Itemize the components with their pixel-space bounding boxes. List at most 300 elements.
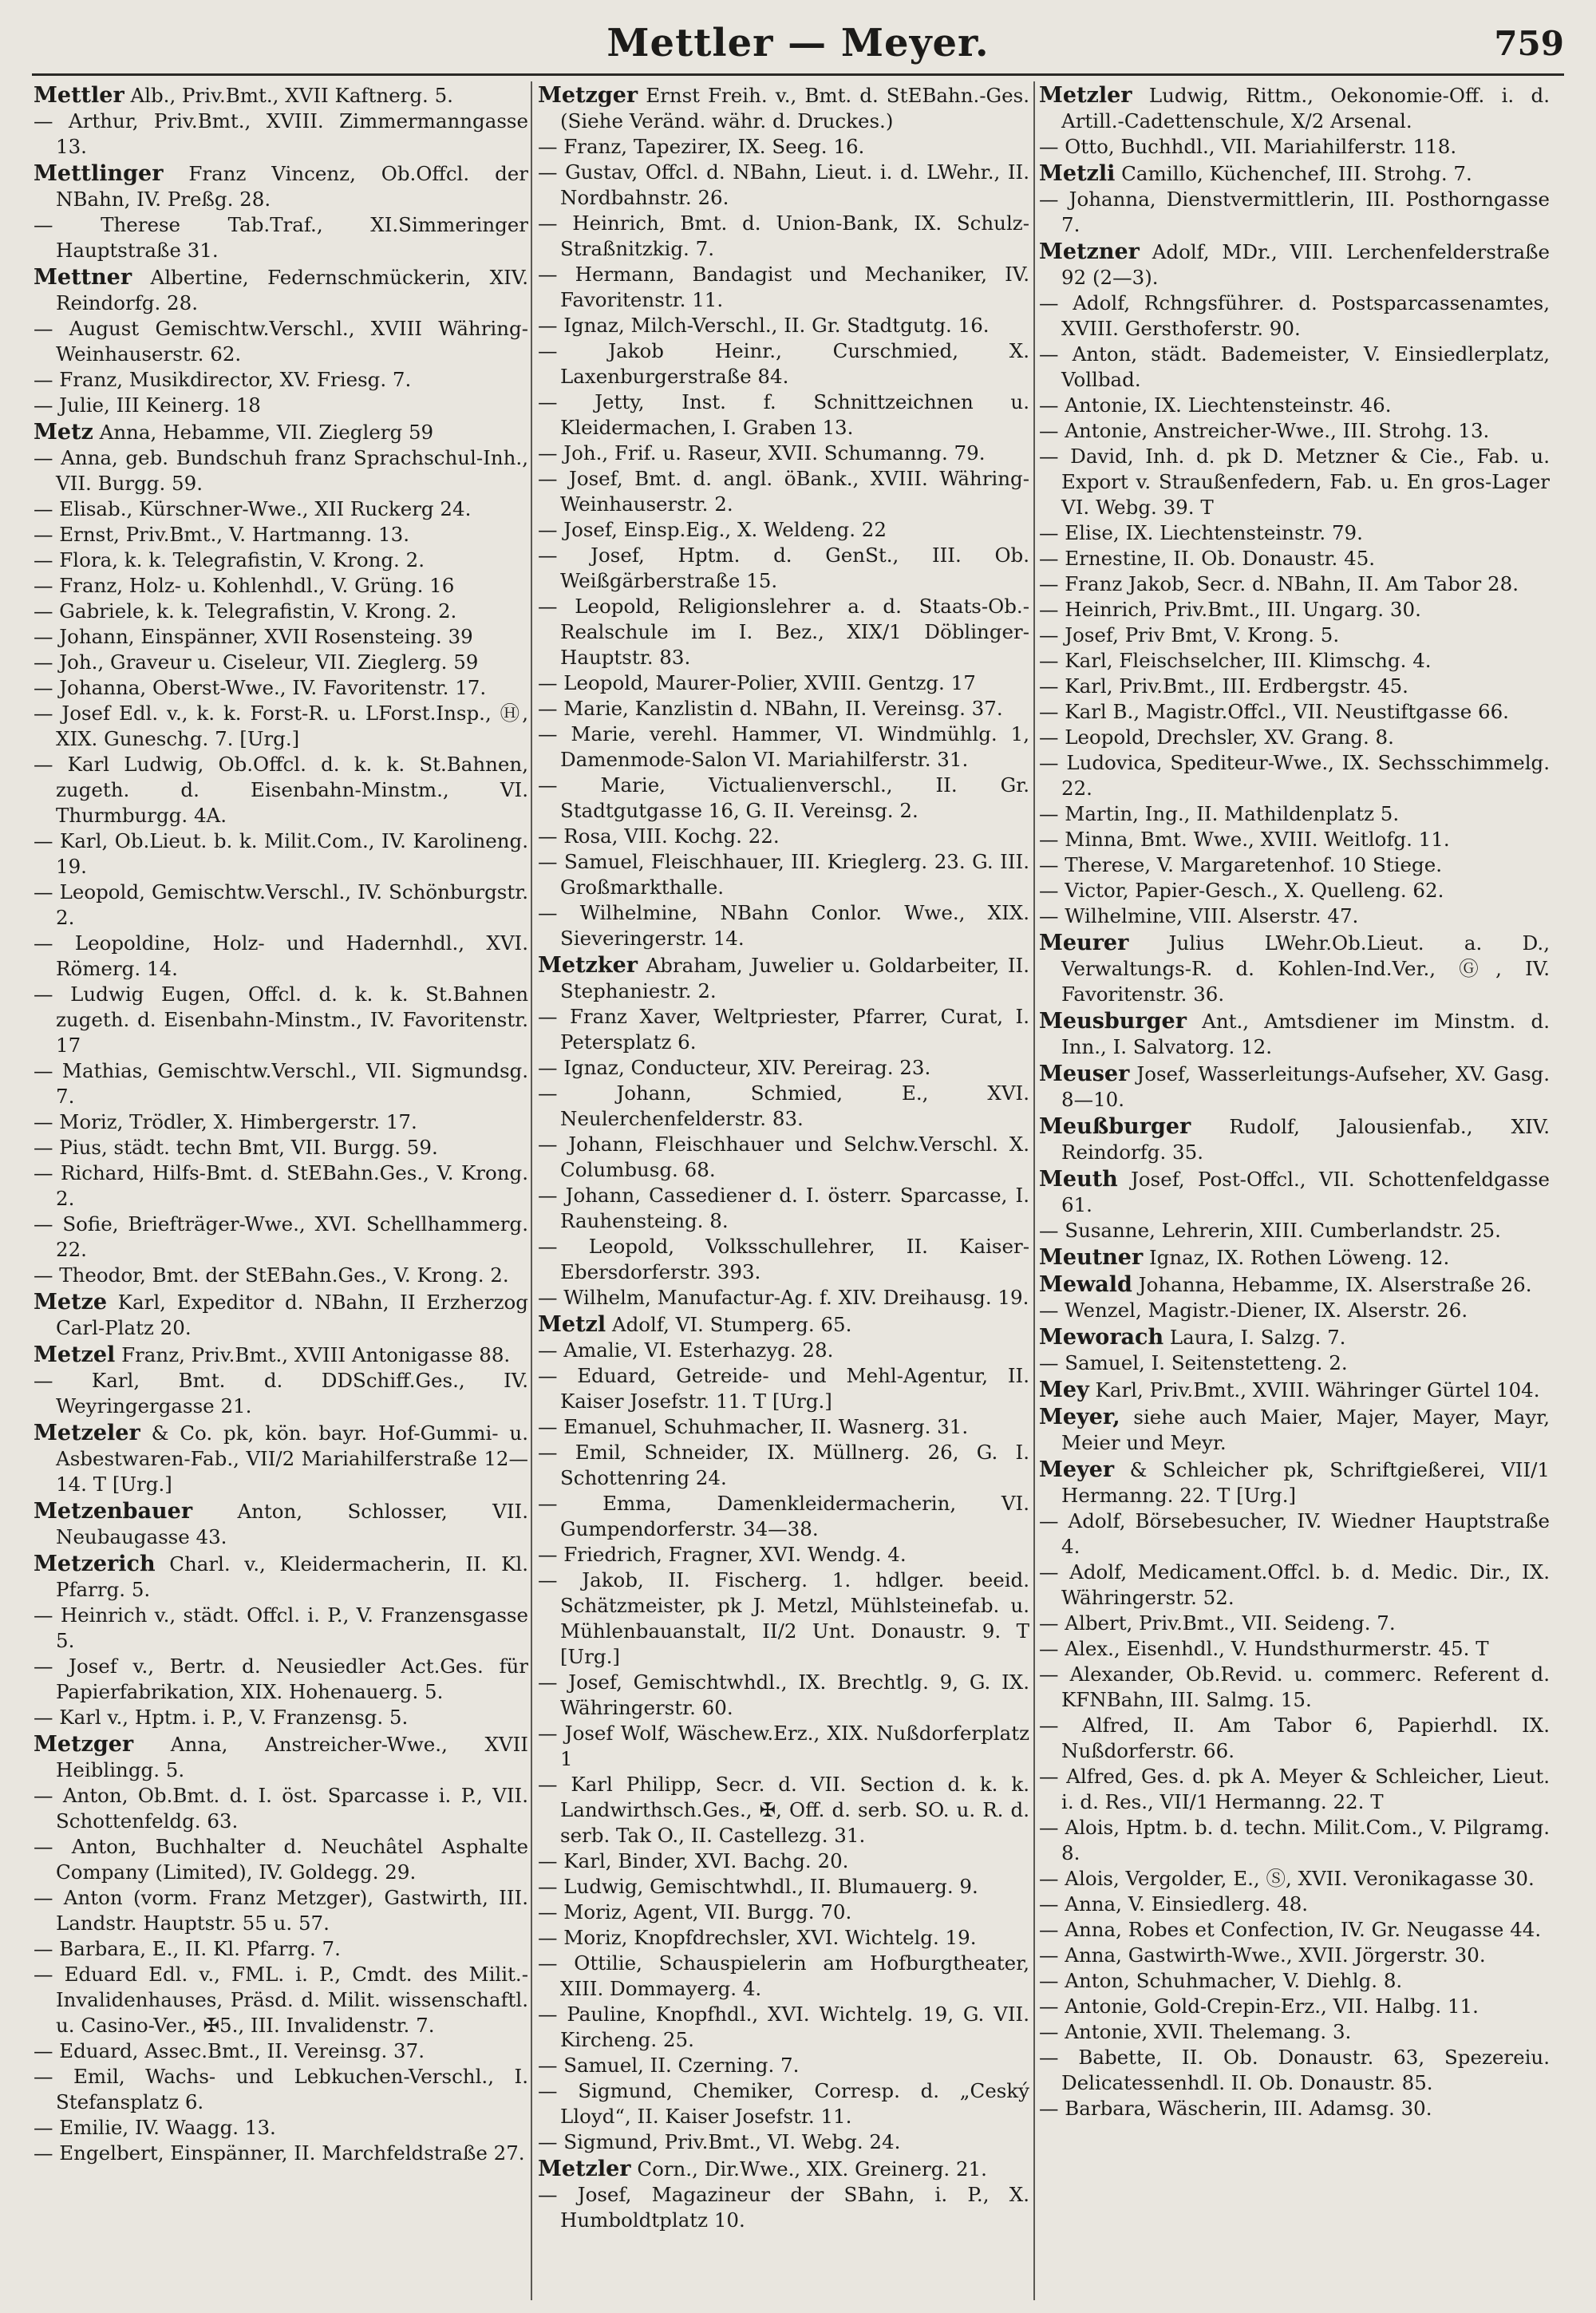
directory-entry <box>34 1962 528 2038</box>
directory-entry <box>1039 1636 1550 1662</box>
directory-entry <box>34 2064 528 2115</box>
entry-text: — Antonie, XVII. Thelemang. 3. <box>1039 2020 1352 2043</box>
directory-entry <box>538 160 1029 211</box>
entry-text: — Adolf, Börsebesucher, IV. Wiedner Hauptstraße 4. <box>1039 1509 1550 1558</box>
entry-text: Adolf, MDr., VIII. Lerchenfelderstraße 92 (2—3). <box>1061 240 1550 289</box>
directory-entry <box>1039 597 1550 623</box>
entry-text: — Arthur, Priv.Bmt., XVIII. Zimmermanngasse 13. <box>34 109 528 158</box>
directory-entry <box>34 2038 528 2064</box>
directory-entry <box>34 393 528 418</box>
entry-text: Anton, Schlosser, VII. Neubaugasse 43. <box>56 1500 528 1548</box>
entry-text: — Alfred, Ges. d. pk A. Meyer & Schleicher, Lieut. i. d. Res., VII/1 Hermanng. 22. T <box>1039 1765 1550 1813</box>
directory-entry <box>1039 1892 1550 1917</box>
entry-text: — Amalie, VI. Esterhazyg. 28. <box>538 1338 834 1362</box>
entry-text: — Albert, Priv.Bmt., VII. Seideng. 7. <box>1039 1611 1396 1635</box>
directory-entry <box>34 496 528 522</box>
directory-entry <box>34 522 528 548</box>
surname-headword: Metzker <box>538 953 638 978</box>
directory-entry <box>1039 2045 1550 2096</box>
directory-entry <box>34 1705 528 1730</box>
surname-headword: Meusburger <box>1039 1009 1187 1034</box>
directory-entry <box>34 109 528 160</box>
directory-entry <box>1039 878 1550 903</box>
entry-text: — Samuel, Fleischhauer, III. Krieglerg. 23. G. III. Großmarkthalle. <box>538 850 1029 899</box>
entry-text: — Karl v., Hptm. i. P., V. Franzensg. 5. <box>34 1706 409 1729</box>
surname-headword: Meuser <box>1039 1062 1130 1086</box>
directory-entry <box>1039 750 1550 801</box>
entry-text: — Rosa, VIII. Kochg. 22. <box>538 824 780 848</box>
entry-text: — Barbara, Wäscherin, III. Adamsg. 30. <box>1039 2097 1432 2120</box>
surname-headword: Metzger <box>34 1732 134 1757</box>
surname-headword: Meurer <box>1039 931 1129 955</box>
entry-text: Josef, Post-Offcl., VII. Schottenfeldgasse 61. <box>1061 1168 1550 1216</box>
entry-text: Laura, I. Salzg. 7. <box>1163 1326 1346 1349</box>
entry-text: — Flora, k. k. Telegrafistin, V. Krong. 2. <box>34 548 425 571</box>
entry-text: — Susanne, Lehrerin, XIII. Cumberlandstr. 25. <box>1039 1219 1501 1242</box>
directory-entry <box>538 338 1029 389</box>
entry-text: — Ottilie, Schauspielerin am Hofburgtheater, XIII. Dommayerg. 4. <box>538 1951 1029 2000</box>
entry-text: — Franz Xaver, Weltpriester, Pfarrer, Curat, I. Petersplatz 6. <box>538 1005 1029 1054</box>
entry-text: — Marie, Victualienverschl., II. Gr. Stadtgutgasse 16, G. II. Vereinsg. 2. <box>538 773 1029 822</box>
directory-entry <box>34 1058 528 1109</box>
entry-text: — Jakob, II. Fischerg. 1. hdlger. beeid. Schätzmeister, pk J. Metzl, Mühlsteinefab. u. Mühlenbauanstalt, II/2 Unt. Donaustr. 9. T [Urg.] <box>538 1568 1029 1668</box>
entry-text: — Anna, Robes et Confection, IV. Gr. Neugasse 44. <box>1039 1918 1542 1941</box>
surname-headword: Metzerich <box>34 1552 156 1576</box>
directory-entry <box>34 701 528 752</box>
entry-text: — Josef, Magazineur der SBahn, i. P., X. Humboldtplatz 10. <box>538 2183 1029 2232</box>
directory-entry <box>1039 134 1550 160</box>
entry-text: — Franz, Tapezirer, IX. Seeg. 16. <box>538 135 865 158</box>
directory-entry <box>34 1783 528 1834</box>
directory-entry <box>34 982 528 1058</box>
entry-text: — Elisab., Kürschner-Wwe., XII Ruckerg 24. <box>34 497 472 520</box>
directory-entry <box>34 624 528 650</box>
entry-text: — Alois, Hptm. b. d. techn. Milit.Com., V. Pilgramg. 8. <box>1039 1816 1550 1864</box>
surname-headword: Metze <box>34 1290 108 1315</box>
entry-text: — Franz, Holz- u. Kohlenhdl., V. Grüng. 16 <box>34 574 455 597</box>
directory-entry <box>1039 1662 1550 1713</box>
entry-text: — Alois, Vergolder, E., Ⓢ, XVII. Veronikagasse 30. <box>1039 1867 1535 1890</box>
directory-entry <box>1039 161 1550 187</box>
directory-entry <box>1039 1713 1550 1764</box>
entry-text: & Co. pk, kön. bayr. Hof-Gummi- u. Asbestwaren-Fab., VII/2 Mariahilferstraße 12—14. T [Urg.] <box>56 1421 528 1496</box>
entry-text: — Johann, Fleischhauer und Selchw.Verschl. X. Columbusg. 68. <box>538 1133 1029 1181</box>
entry-text: — Alex., Eisenhdl., V. Hundsthurmerstr. 45. T <box>1039 1637 1489 1660</box>
entry-text: — Barbara, E., II. Kl. Pfarrg. 7. <box>34 1937 341 1960</box>
entry-text: Anna, Anstreicher-Wwe., XVII Heiblingg. 5. <box>56 1733 528 1781</box>
directory-entry <box>1039 571 1550 597</box>
entry-text: Corn., Dir.Wwe., XIX. Greinerg. 21. <box>630 2157 987 2181</box>
entry-text: — Ludwig, Gemischtwhdl., II. Blumauerg. 9. <box>538 1875 978 1898</box>
entry-text: & Schleicher pk, Schriftgießerei, VII/1 Hermanng. 22. T [Urg.] <box>1061 1458 1550 1507</box>
entry-text: — Alexander, Ob.Revid. u. commerc. Referent d. KFNBahn, III. Salmg. 15. <box>1039 1663 1550 1711</box>
directory-entry <box>1039 342 1550 393</box>
directory-entry <box>34 1552 528 1603</box>
entry-text: — Therese, V. Margaretenhof. 10 Stiege. <box>1039 853 1442 876</box>
entry-text: — Gabriele, k. k. Telegrafistin, V. Krong. 2. <box>34 599 457 623</box>
entry-text: — Karl B., Magistr.Offcl., VII. Neustiftgasse 66. <box>1039 700 1509 723</box>
directory-entry <box>1039 2096 1550 2121</box>
entry-text: — Anton (vorm. Franz Metzger), Gastwirth, III. Landstr. Hauptstr. 55 u. 57. <box>34 1886 528 1935</box>
entry-text: — Heinrich, Priv.Bmt., III. Ungarg. 30. <box>1039 598 1421 621</box>
directory-entry <box>538 773 1029 824</box>
entry-text: Ignaz, IX. Rothen Löweng. 12. <box>1143 1246 1450 1269</box>
entry-text: — Jetty, Inst. f. Schnittzeichnen u. Kleidermachen, I. Graben 13. <box>538 390 1029 439</box>
entry-text: — Richard, Hilfs-Bmt. d. StEBahn.Ges., V. Krong. 2. <box>34 1161 528 1210</box>
directory-entry <box>34 1212 528 1263</box>
column-middle <box>538 81 1029 2300</box>
directory-entry <box>1039 1560 1550 1611</box>
entry-text: — Johanna, Dienstvermittlerin, III. Posthorngasse 7. <box>1039 188 1550 236</box>
directory-entry <box>538 1414 1029 1440</box>
entry-text: — Therese Tab.Traf., XI.Simmeringer Hauptstraße 31. <box>34 213 528 262</box>
directory-entry <box>1039 1508 1550 1560</box>
directory-entry <box>34 573 528 599</box>
directory-entry <box>538 389 1029 441</box>
directory-entry <box>1039 520 1550 546</box>
entry-text: — Gustav, Offcl. d. NBahn, Lieut. i. d. LWehr., II. Nordbahnstr. 26. <box>538 160 1029 209</box>
entry-text: — David, Inh. d. pk D. Metzner & Cie., Fab. u. Export v. Straußenfedern, Fab. u. En gros-Lager VI. Webg. 39. T <box>1039 445 1550 519</box>
directory-entry <box>538 1568 1029 1670</box>
entry-text: — Karl, Binder, XVI. Bachg. 20. <box>538 1849 849 1872</box>
directory-entry <box>34 1160 528 1212</box>
entry-text: — Franz, Musikdirector, XV. Friesg. 7. <box>34 368 412 391</box>
entry-text: — August Gemischtw.Verschl., XVIII Währing-Weinhauserstr. 62. <box>34 317 528 366</box>
entry-text: Charl. v., Kleidermacherin, II. Kl. Pfarrg. 5. <box>56 1552 528 1601</box>
entry-text: — Karl Philipp, Secr. d. VII. Section d. k. k. Landwirthsch.Ges., ✠, Off. d. serb. SO. u. R. d. serb. Tak O., II. Castellezg. 31. <box>538 1773 1029 1847</box>
directory-entry <box>34 161 528 212</box>
directory-entry <box>1039 1968 1550 1994</box>
directory-entry <box>1039 623 1550 648</box>
directory-entry <box>538 517 1029 543</box>
entry-text: Franz, Priv.Bmt., XVIII Antonigasse 88. <box>115 1343 511 1366</box>
directory-entry <box>34 599 528 624</box>
entry-text: — Jakob Heinr., Curschmied, X. Laxenburgerstraße 84. <box>538 339 1029 388</box>
directory-entry <box>1039 1009 1550 1060</box>
directory-entry <box>538 1925 1029 1951</box>
surname-headword: Meutner <box>1039 1245 1144 1270</box>
entry-text: — Wilhelmine, VIII. Alserstr. 47. <box>1039 904 1359 927</box>
entry-text: — Heinrich v., städt. Offcl. i. P., V. Franzensgasse 5. <box>34 1603 528 1652</box>
directory-entry <box>538 1004 1029 1055</box>
directory-entry <box>538 2078 1029 2129</box>
directory-entry <box>538 900 1029 951</box>
directory-entry <box>34 1732 528 1783</box>
directory-entry <box>538 1234 1029 1285</box>
directory-entry <box>1039 1994 1550 2019</box>
entry-text: Ernst Freih. v., Bmt. d. StEBahn.-Ges. (Siehe Veränd. währ. d. Druckes.) <box>560 84 1029 132</box>
entry-text: — Adolf, Rchngsführer. d. Postsparcassenamtes, XVIII. Gersthoferstr. 90. <box>1039 291 1550 340</box>
entry-text: — Emanuel, Schuhmacher, II. Wasnerg. 31. <box>538 1415 969 1438</box>
directory-entry <box>34 316 528 367</box>
directory-entry <box>538 1900 1029 1925</box>
entry-text: — Mathias, Gemischtw.Verschl., VII. Sigmundsg. 7. <box>34 1059 528 1108</box>
entry-text: — Marie, Kanzlistin d. NBahn, II. Vereinsg. 37. <box>538 697 1003 720</box>
surname-headword: Metzger <box>538 83 638 108</box>
directory-entry <box>538 441 1029 466</box>
directory-entry <box>1039 1378 1550 1403</box>
directory-entry <box>34 1936 528 1962</box>
directory-entry <box>538 1440 1029 1491</box>
entry-text: — Wenzel, Magistr.-Diener, IX. Alserstr. 26. <box>1039 1299 1468 1322</box>
directory-entry <box>538 1542 1029 1568</box>
directory-entry <box>538 953 1029 1004</box>
surname-headword: Mey <box>1039 1378 1089 1402</box>
entry-text: — Josef, Einsp.Eig., X. Weldeng. 22 <box>538 518 887 541</box>
directory-entry <box>1039 546 1550 571</box>
entry-text: — Leopold, Volksschullehrer, II. Kaiser-Ebersdorferstr. 393. <box>538 1235 1029 1283</box>
entry-text: Karl, Priv.Bmt., XVIII. Währinger Gürtel 104. <box>1088 1378 1540 1402</box>
surname-headword: Metzler <box>1039 83 1132 108</box>
entry-text: — Joh., Frif. u. Raseur, XVII. Schumanng. 79. <box>538 441 986 465</box>
directory-entry <box>538 1951 1029 2002</box>
directory-entry <box>34 752 528 828</box>
entry-text: — Johann, Cassediener d. I. österr. Sparcasse, I. Rauhensteing. 8. <box>538 1184 1029 1232</box>
directory-entry <box>34 1421 528 1497</box>
entry-text: — Moriz, Knopfdrechsler, XVI. Wichtelg. 19. <box>538 1926 977 1949</box>
entry-text: — Emilie, IV. Waagg. 13. <box>34 2116 276 2139</box>
column-right <box>1039 81 1550 2300</box>
entry-text: — Anna, Gastwirth-Wwe., XVII. Jörgerstr. 30. <box>1039 1943 1486 1967</box>
entry-text: — Josef, Priv Bmt, V. Krong. 5. <box>1039 623 1340 646</box>
surname-headword: Metzeler <box>34 1421 140 1445</box>
directory-entry <box>1039 1167 1550 1218</box>
entry-text: — Minna, Bmt. Wwe., XVIII. Weitlofg. 11. <box>1039 828 1450 851</box>
entry-text: — Eduard Edl. v., FML. i. P., Cmdt. des Milit.-Invalidenhauses, Präsd. d. Milit. wissenschaftl. u. Casino-Ver., ✠5., III. Invalidenstr. 7. <box>34 1963 528 2037</box>
directory-entry <box>1039 1298 1550 1323</box>
entry-text: — Antonie, Gold-Crepin-Erz., VII. Halbg. 11. <box>1039 1995 1479 2018</box>
directory-entry <box>538 1081 1029 1132</box>
directory-entry <box>538 1772 1029 1848</box>
entry-text: — Friedrich, Fragner, XVI. Wendg. 4. <box>538 1543 907 1566</box>
entry-text: — Anna, V. Einsiedlerg. 48. <box>1039 1892 1309 1916</box>
directory-entry <box>1039 1457 1550 1508</box>
column-left <box>34 81 528 2300</box>
directory-entry <box>1039 699 1550 725</box>
directory-entry <box>34 675 528 701</box>
directory-entry <box>1039 2019 1550 2045</box>
directory-entry <box>34 1834 528 1885</box>
directory-entry <box>1039 1062 1550 1113</box>
entry-text: — Theodor, Bmt. der StEBahn.Ges., V. Krong. 2. <box>34 1263 509 1287</box>
surname-headword: Metz <box>34 420 93 445</box>
entry-text: — Eduard, Assec.Bmt., II. Vereinsg. 37. <box>34 2039 425 2062</box>
entry-text: — Franz Jakob, Secr. d. NBahn, II. Am Tabor 28. <box>1039 572 1519 595</box>
entry-text: — Josef, Gemischtwhdl., IX. Brechtlg. 9, G. IX. Währingerstr. 60. <box>538 1670 1029 1719</box>
directory-entry <box>34 1885 528 1936</box>
entry-text: — Anton, Ob.Bmt. d. I. öst. Sparcasse i. P., VII. Schottenfeldg. 63. <box>34 1784 528 1833</box>
directory-entry <box>34 83 528 109</box>
directory-entry <box>538 1132 1029 1183</box>
entry-text: — Ernst, Priv.Bmt., V. Hartmanng. 13. <box>34 523 409 546</box>
directory-entry <box>538 1363 1029 1414</box>
directory-entry <box>1039 903 1550 929</box>
directory-entry <box>538 313 1029 338</box>
entry-text: — Ignaz, Conducteur, XIV. Pereirag. 23. <box>538 1056 931 1079</box>
directory-entry <box>1039 648 1550 674</box>
directory-entry <box>34 1135 528 1160</box>
column-divider <box>1033 81 1035 2300</box>
entry-text: Anna, Hebamme, VII. Zieglerg 59 <box>93 421 434 444</box>
entry-text: — Johann, Einspänner, XVII Rosensteing. 39 <box>34 625 473 648</box>
entry-text: Alb., Priv.Bmt., XVII Kaftnerg. 5. <box>124 84 453 107</box>
directory-entry <box>1039 1114 1550 1165</box>
entry-text: — Sofie, Briefträger-Wwe., XVI. Schellhammerg. 22. <box>34 1212 528 1261</box>
entry-text: — Hermann, Bandagist und Mechaniker, IV. Favoritenstr. 11. <box>538 263 1029 311</box>
surname-headword: Mettler <box>34 83 124 108</box>
entry-text: — Anton, Buchhalter d. Neuchâtel Asphalte Company (Limited), IV. Goldegg. 29. <box>34 1835 528 1884</box>
entry-text: — Heinrich, Bmt. d. Union-Bank, IX. Schulz-Straßnitzkig. 7. <box>538 212 1029 260</box>
entry-text: — Josef, Bmt. d. angl. öBank., XVIII. Währing-Weinhauserstr. 2. <box>538 467 1029 516</box>
surname-headword: Mettlinger <box>34 161 164 186</box>
directory-entry <box>538 1721 1029 1772</box>
directory-entry <box>538 1183 1029 1234</box>
entry-text: Franz Vincenz, Ob.Offcl. der NBahn, IV. Preßg. 28. <box>56 162 528 211</box>
directory-entry <box>34 2115 528 2141</box>
entry-text: Josef, Wasserleitungs-Aufseher, XV. Gasg. 8—10. <box>1061 1062 1550 1111</box>
directory-entry <box>538 594 1029 670</box>
directory-entry <box>1039 1917 1550 1943</box>
entry-text: — Sigmund, Chemiker, Corresp. d. „Ceský Lloyd“, II. Kaiser Josefstr. 11. <box>538 2079 1029 2128</box>
entry-text: Albertine, Federnschmückerin, XIV. Reindorfg. 28. <box>56 266 528 314</box>
directory-entry <box>538 1285 1029 1311</box>
surname-headword: Meworach <box>1039 1325 1164 1350</box>
entry-text: — Josef Wolf, Wäschew.Erz., XIX. Nußdorferplatz 1 <box>538 1722 1029 1770</box>
directory-entry <box>34 1654 528 1705</box>
directory-entry <box>34 265 528 316</box>
directory-entry <box>538 2053 1029 2078</box>
entry-text: — Ernestine, II. Ob. Donaustr. 45. <box>1039 547 1376 570</box>
entry-text: — Josef, Hptm. d. GenSt., III. Ob. Weißgärberstraße 15. <box>538 544 1029 592</box>
entry-text: — Karl, Fleischselcher, III. Klimschg. 4. <box>1039 649 1432 672</box>
directory-entry <box>34 1109 528 1135</box>
directory-entry <box>34 931 528 982</box>
entry-text: — Eduard, Getreide- und Mehl-Agentur, II. Kaiser Josefstr. 11. T [Urg.] <box>538 1364 1029 1413</box>
directory-entry <box>1039 1272 1550 1298</box>
entry-text: — Anton, Schuhmacher, V. Diehlg. 8. <box>1039 1969 1403 1992</box>
directory-entry <box>538 2157 1029 2182</box>
entry-text: siehe auch Maier, Majer, Mayer, Mayr, Meier und Meyr. <box>1061 1406 1550 1454</box>
directory-entry <box>1039 931 1550 1007</box>
surname-headword: Metzli <box>1039 161 1116 186</box>
entry-text: Rudolf, Jalousienfab., XIV. Reindorfg. 35. <box>1061 1115 1550 1164</box>
entry-text: — Ludovica, Spediteur-Wwe., IX. Sechsschimmelg. 22. <box>1039 751 1550 800</box>
entry-text: Adolf, VI. Stumperg. 65. <box>606 1313 852 1336</box>
directory-entry <box>538 83 1029 134</box>
entry-text: — Ignaz, Milch-Verschl., II. Gr. Stadtgutg. 16. <box>538 314 990 337</box>
entry-text: — Leopold, Drechsler, XV. Grang. 8. <box>1039 726 1394 749</box>
entry-text: Karl, Expeditor d. NBahn, II Erzherzog Carl-Platz 20. <box>56 1291 528 1339</box>
surname-headword: Metzner <box>1039 239 1140 264</box>
entry-text: — Moriz, Agent, VII. Burgg. 70. <box>538 1900 852 1924</box>
entry-text: Ant., Amtsdiener im Minstm. d. Inn., I. Salvatorg. 12. <box>1061 1010 1550 1058</box>
entry-text: — Sigmund, Priv.Bmt., VI. Webg. 24. <box>538 2130 901 2153</box>
directory-entry <box>538 1055 1029 1081</box>
entry-text: Camillo, Küchenchef, III. Strohg. 7. <box>1115 162 1472 185</box>
directory-entry <box>1039 1245 1550 1271</box>
directory-entry <box>34 880 528 931</box>
directory-entry <box>34 445 528 496</box>
entry-text: — Otto, Buchhdl., VII. Mariahilferstr. 118. <box>1039 135 1457 158</box>
directory-entry <box>1039 1764 1550 1815</box>
directory-entry <box>1039 1405 1550 1456</box>
entry-text: — Samuel, II. Czerning. 7. <box>538 2054 800 2077</box>
directory-entry <box>1039 1866 1550 1892</box>
entry-text: — Johann, Schmied, E., XVI. Neulerchenfelderstr. 83. <box>538 1081 1029 1130</box>
entry-text: — Martin, Ing., II. Mathildenplatz 5. <box>1039 802 1400 825</box>
directory-entry <box>34 367 528 393</box>
entry-text: — Wilhelm, Manufactur-Ag. f. XIV. Dreihausg. 19. <box>538 1286 1029 1309</box>
directory-entry <box>538 134 1029 160</box>
entry-text: — Pius, städt. techn Bmt, VII. Burgg. 59. <box>34 1136 438 1159</box>
directory-entry <box>1039 1350 1550 1376</box>
entry-text: — Anton, städt. Bademeister, V. Einsiedlerplatz, Vollbad. <box>1039 342 1550 391</box>
directory-entry <box>34 650 528 675</box>
directory-entry <box>34 1603 528 1654</box>
directory-entry <box>538 543 1029 594</box>
surname-headword: Metzl <box>538 1312 606 1337</box>
directory-entry <box>538 1312 1029 1338</box>
entry-text: — Josef v., Bertr. d. Neusiedler Act.Ges. für Papierfabrikation, XIX. Hohenauerg. 5. <box>34 1655 528 1703</box>
directory-entry <box>34 548 528 573</box>
directory-entry <box>34 1499 528 1550</box>
surname-headword: Metzler <box>538 2157 631 2181</box>
surname-headword: Mewald <box>1039 1272 1132 1297</box>
directory-entry <box>538 1491 1029 1542</box>
directory-entry <box>538 211 1029 262</box>
directory-entry <box>538 1670 1029 1721</box>
entry-text: — Elise, IX. Liechtensteinstr. 79. <box>1039 521 1363 544</box>
page-number: 759 <box>1494 24 1564 63</box>
directory-entry <box>538 849 1029 900</box>
entry-text: — Karl, Ob.Lieut. b. k. Milit.Com., IV. Karolineng. 19. <box>34 829 528 878</box>
entry-text: — Johanna, Oberst-Wwe., IV. Favoritenstr. 17. <box>34 676 487 699</box>
directory-entry <box>1039 1218 1550 1243</box>
directory-entry <box>34 1290 528 1341</box>
entry-text: — Leopoldine, Holz- und Hadernhdl., XVI. Römerg. 14. <box>34 931 528 980</box>
directory-entry <box>34 420 528 445</box>
directory-entry <box>1039 827 1550 852</box>
entry-text: — Antonie, Anstreicher-Wwe., III. Strohg. 13. <box>1039 419 1490 442</box>
directory-entry <box>1039 1943 1550 1968</box>
entry-text: — Joh., Graveur u. Ciseleur, VII. Zieglerg. 59 <box>34 650 479 674</box>
entry-text: — Samuel, I. Seitenstetteng. 2. <box>1039 1351 1348 1374</box>
entry-text: — Pauline, Knopfhdl., XVI. Wichtelg. 19, G. VII. Kircheng. 25. <box>538 2003 1029 2051</box>
directory-entry <box>1039 291 1550 342</box>
directory-entry <box>1039 725 1550 750</box>
directory-entry <box>538 262 1029 313</box>
directory-entry <box>1039 674 1550 699</box>
directory-entry <box>34 2141 528 2166</box>
entry-text: — Babette, II. Ob. Donaustr. 63, Spezereiu. Delicatessenhdl. II. Ob. Donaustr. 85. <box>1039 2046 1550 2094</box>
directory-entry <box>538 1848 1029 1874</box>
entry-text: — Marie, verehl. Hammer, VI. Windmühlg. 1, Damenmode-Salon VI. Mariahilferstr. 31. <box>538 722 1029 771</box>
entry-text: — Leopold, Religionslehrer a. d. Staats-Ob.-Realschule im I. Bez., XIX/1 Döblinger-Hauptstr. 83. <box>538 595 1029 669</box>
entry-text: — Julie, III Keinerg. 18 <box>34 393 261 417</box>
directory-entry <box>538 722 1029 773</box>
page-header <box>32 8 1564 72</box>
entry-text: — Emil, Schneider, IX. Müllnerg. 26, G. I. Schottenring 24. <box>538 1441 1029 1489</box>
directory-entry <box>1039 852 1550 878</box>
directory-entry <box>538 466 1029 517</box>
entry-text: — Leopold, Gemischtw.Verschl., IV. Schönburgstr. 2. <box>34 880 528 929</box>
directory-entry <box>1039 1611 1550 1636</box>
entry-text: — Leopold, Maurer-Polier, XVIII. Gentzg. 17 <box>538 671 976 694</box>
entry-text: — Wilhelmine, NBahn Conlor. Wwe., XIX. Sieveringerstr. 14. <box>538 901 1029 950</box>
directory-entry <box>1039 239 1550 291</box>
entry-text: — Alfred, II. Am Tabor 6, Papierhdl. IX. Nußdorferstr. 66. <box>1039 1714 1550 1762</box>
surname-headword: Meußburger <box>1039 1114 1191 1139</box>
